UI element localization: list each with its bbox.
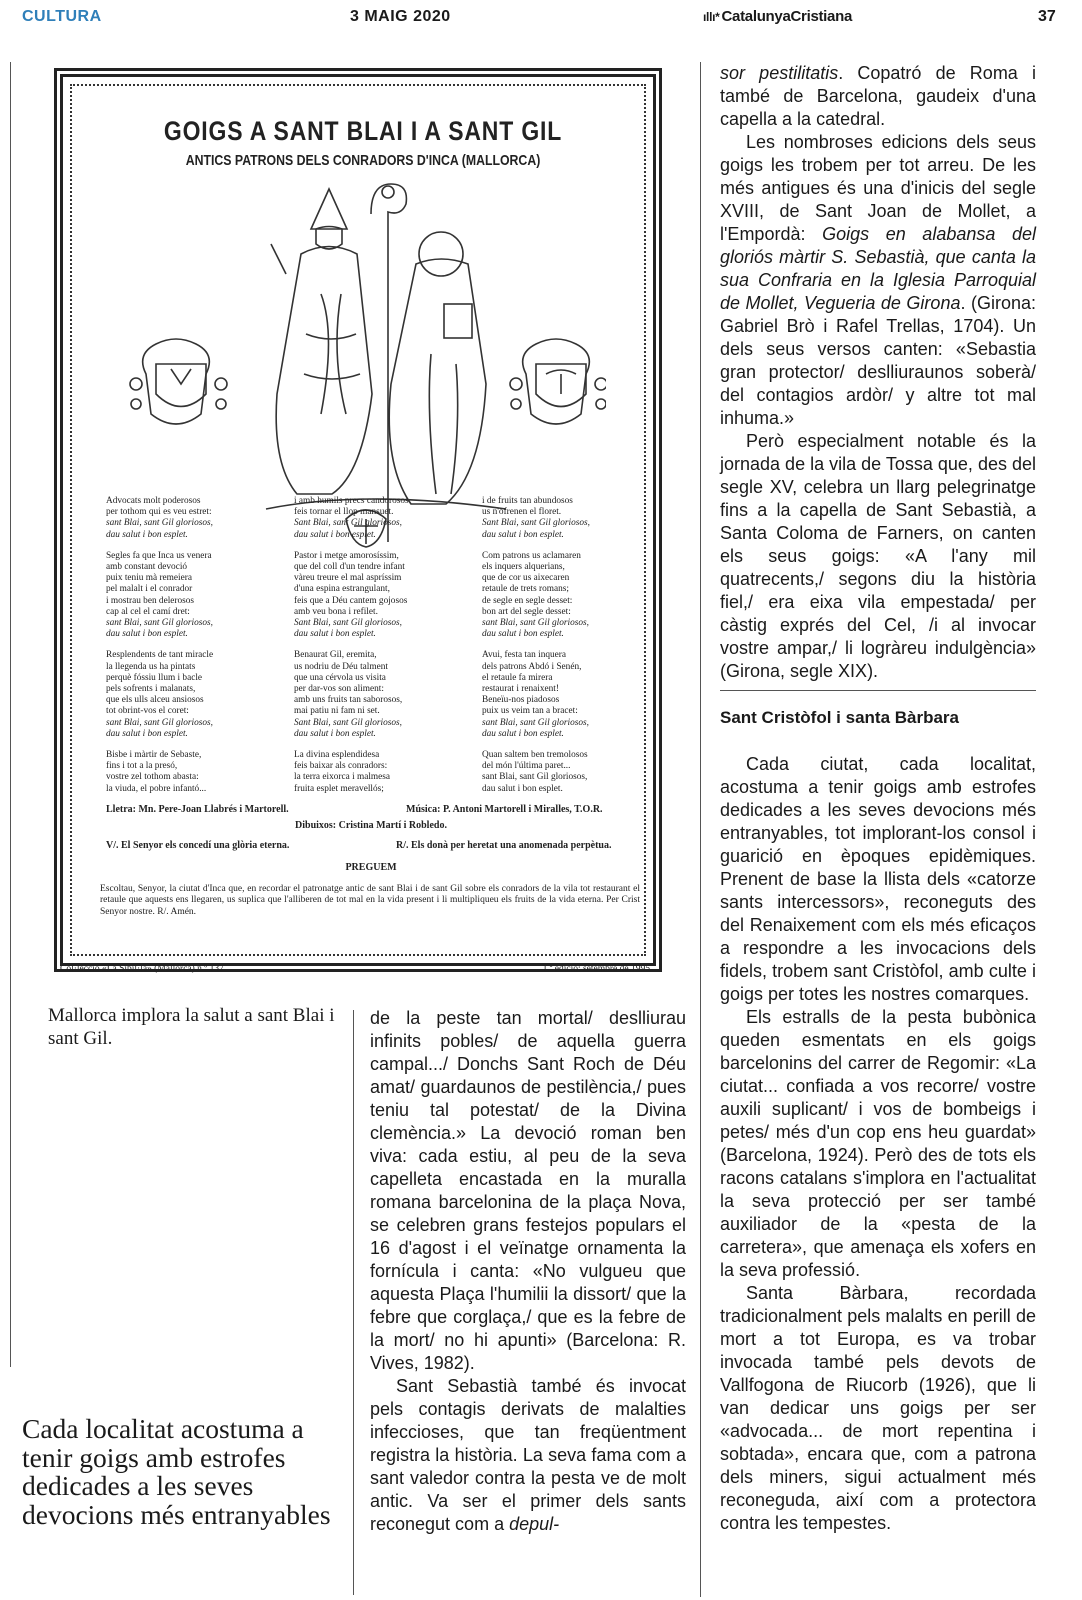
goigs-stanza <box>294 551 466 641</box>
goigs-refrain-line: sant Blai, sant Gil gloriosos, <box>106 518 213 529</box>
lyrics-credit: Lletra: Mn. Pere-Joan Llabrés i Martorell. <box>106 804 289 815</box>
verse-column-2 <box>294 496 466 805</box>
left-margin-rule <box>10 62 11 1367</box>
goigs-verse-line: La divina esplendidesa <box>294 750 380 761</box>
goigs-refrain-line: sant Blai, sant Gil gloriosos, <box>106 618 213 629</box>
goigs-refrain-line: dau salut i bon esplet. <box>482 529 564 540</box>
goigs-refrain-line: dau salut i bon esplet. <box>106 728 188 739</box>
goigs-verse-line: que del coll d'un tendre infant <box>294 562 405 573</box>
goigs-title: GOIGS A SANT BLAI I A SANT GIL <box>163 116 563 146</box>
goigs-stanza <box>106 496 278 541</box>
right-paragraph-1 <box>720 62 1036 131</box>
goigs-verse-line: que de cor us aixecaren <box>482 573 570 584</box>
drawings-credit: Dibuixos: Cristina Martí i Robledo. <box>295 820 447 831</box>
goigs-verse-line: fruita esplet meravellós; <box>294 783 384 794</box>
goigs-refrain-line: sant Blai, sant Gil gloriosos, <box>106 717 213 728</box>
section-subheading: Sant Cristòfol i santa Bàrbara <box>720 708 960 727</box>
saint-blai-figure-icon <box>271 189 372 494</box>
brand-logo-icon: ıllı* <box>703 10 720 24</box>
right-paragraph-2-end: . (Girona: Gabriel Brò i Rafel Trellas, 1704). Un dels seus versos canten: «Sebastia gran protector/ deslliuraunos soberà/ del contagios ardòr/ y altre tot mal inhuma.» <box>720 293 1036 428</box>
crozier-icon <box>371 184 406 542</box>
column-rule-middle <box>353 1010 354 1595</box>
saint-gil-figure-icon <box>389 232 486 504</box>
publication-brand[interactable] <box>703 8 852 25</box>
goigs-refrain-line: dau salut i bon esplet. <box>294 629 376 640</box>
goigs-verse-line: retaule de trets romans; <box>482 584 569 595</box>
goigs-verse-line: per tothom qui es veu estret: <box>106 507 212 518</box>
goigs-refrain-line: dau salut i bon esplet. <box>294 529 376 540</box>
goigs-verse-line: Avui, festa tan inquera <box>482 650 566 661</box>
goigs-verse-line: la viuda, el pobre infantó... <box>106 783 207 794</box>
right-paragraph-2-italic: Goigs en alabansa del gloriós màrtir S. Sebastià, que canta la sua Confraria en la Iglesia Parroquial de Mollet, Vegueria de Girona <box>720 224 1036 313</box>
pull-quote: Cada localitat acostuma a tenir goigs amb estrofes dedicades a les seves devocions més entranyables <box>22 1413 331 1530</box>
prayer-heading: PREGUEM <box>345 862 397 873</box>
middle-text-column <box>370 1007 686 1536</box>
page-header <box>0 0 1082 34</box>
middle-paragraph-1: de la peste tan mortal/ deslliurau infinits pobles/ de aquella guerra campal.../ Donchs Sant Roch de Déu amat/ guardaunos de pestilència,/ pues teniu tal potestat/ de la Divina clemència.» La devoció roman ben viva: cada estiu, al peu de la seva capelleta encastada en la muralla romana barcelonina de la plaça Nova, se celebren grans festejos populars el 16 d'agost i el veïnatge ornamenta la fornícula i canta: «No vulgueu que aquesta Plaça l'humilii la dissort/ que la febre que corglaça,/ que es la febre de la mort/ no hi apunti» (Barcelona: R. Vives, 1982). <box>370 1008 686 1373</box>
goigs-stanza <box>482 496 654 541</box>
goigs-stanza <box>106 650 278 740</box>
goigs-refrain-line: dau salut i bon esplet. <box>482 629 564 640</box>
goigs-verse-line: d'una espina estrangulant, <box>294 584 390 595</box>
goigs-refrain-line: Sant Blai, sant Gil gloriosos, <box>482 518 590 529</box>
goigs-refrain-line: sant Blai, sant Gil gloriosos, <box>482 717 589 728</box>
goigs-subtitle: ANTICS PATRONS DELS CONRADORS D'INCA (MALLORCA) <box>185 152 541 169</box>
goigs-stanza <box>482 650 654 740</box>
goigs-footer <box>60 964 660 974</box>
goigs-verse-line: perquè fóssiu llum i bacle <box>106 672 203 683</box>
right-paragraph-2 <box>720 131 1036 430</box>
goigs-verse-line: amb veu bona i refilet. <box>294 606 378 617</box>
music-credit: Música: P. Antoni Martorell i Miralles, T.O.R. <box>406 804 603 815</box>
middle-paragraph-2-text: Sant Sebastià també és invocat pels contagis derivats de malalties infeccioses, que tan freqüentment registra la història. La seva fama com a sant valedor contra la pesta ve de molt antic. Va ser el primer dels sants reconegut com a <box>370 1376 686 1534</box>
column-rule-right <box>700 62 701 1597</box>
goigs-verse-line: feis tornar el llop mansuet. <box>294 507 394 518</box>
right-text-column-top <box>720 62 1036 683</box>
goigs-refrain-line: dau salut i bon esplet. <box>482 728 564 739</box>
goigs-verse-line: feis que a Déu cantem gojosos <box>294 595 408 606</box>
right-text-column-bottom <box>720 753 1036 1535</box>
edition-note: 1.ª edició: setembre de 1995 <box>542 964 650 974</box>
right-paragraph-4: Cada ciutat, cada localitat, acostuma a tenir goigs amb estrofes dedicades a les seves devocions més entranyables, tot implorant-los consol i guarició en èpoques epidèmiques. Prenent de base la llista dels «catorze sants intercessors», reconeguts des del Renaixement com els més eficaços a respondre a les invocacions dels fidels, trobem sant Cristòfol, amb culte i goigs per totes les nostres comarques. <box>720 754 1036 1004</box>
goigs-verse-line: que els ulls alceu ansiosos <box>106 695 204 706</box>
goigs-stanza <box>294 750 466 795</box>
goigs-verse-line: amb uns fruits tan saborosos, <box>294 695 403 706</box>
goigs-stanza <box>106 551 278 641</box>
goigs-verse-line: vàreu treure el mal aspríssim <box>294 573 402 584</box>
goigs-verse-line: Resplendents de tant miracle <box>106 650 214 661</box>
goigs-refrain-line: dau salut i bon esplet. <box>106 629 188 640</box>
collection-note: Col·lecció «La Sibil·la» (Mallorca) n.º 137 <box>60 964 224 974</box>
verse-column-3 <box>482 496 654 805</box>
goigs-verse-line: i mostrau ben delerosos <box>106 595 195 606</box>
goigs-verse-line: sant Blai, sant Gil gloriosos, <box>482 772 588 783</box>
goigs-verse-line: dau salut i bon esplet. <box>482 783 563 794</box>
goigs-verse-line: tot obrint-vos el coret: <box>106 706 189 717</box>
brand-name: CatalunyaCristiana <box>721 8 852 25</box>
goigs-verse-line: i de fruits tan abundosos <box>482 496 573 506</box>
goigs-verse-line: vostre zel tothom abasta: <box>106 772 199 783</box>
issue-date: 3 MAIG 2020 <box>350 8 451 25</box>
middle-paragraph-2 <box>370 1375 686 1536</box>
versicle: V/. El Senyor els concedí una glòria eterna. <box>106 840 290 851</box>
goigs-verse-line: la llegenda us ha pintats <box>106 661 196 672</box>
goigs-verse-line: Benaurat Gil, eremita, <box>294 650 377 661</box>
goigs-verse-line: Advocats molt poderosos <box>106 496 201 506</box>
image-caption: Mallorca implora la salut a sant Blai i sant Gil. <box>48 1005 335 1049</box>
goigs-verse-line: us nodriu de Déu talment <box>294 661 388 672</box>
goigs-refrain-line: Sant Blai, sant Gil gloriosos, <box>294 717 402 728</box>
goigs-stanza <box>482 750 654 795</box>
right-paragraph-1-italic: sor pestilitatis <box>720 63 839 83</box>
goigs-prayer: Escoltau, Senyor, la ciutat d'Inca que, en recordar el patronatge antic de sant Blai i de sant Gil sobre els conradors de la vila tot restaurant el retaule que aquests ens llegaren, us suplica que l'alliberen de tot mal en la vida present i li multipliqueu els fruits de la vida eterna. Per Crist Senyor nostre. R/. Amén. <box>100 884 640 917</box>
goigs-verse-line: pels sofrents i malanats, <box>106 684 196 695</box>
goigs-verse-line: us n'ofrenen el floret. <box>482 507 562 518</box>
goigs-verse-line: Beneïu-nos piadosos <box>482 695 560 706</box>
right-paragraph-6: Santa Bàrbara, recordada tradicionalment pels malalts en perill de mort a tot Europa, es va trobar invocada també pels devots de Vallfogona de Riucorb (1926), que li van dedicar uns goigs per ser «advocada... de mort repentina i sobtada», encara que, com a patrona dels miners, sigui actualment més reconeguda, així com a protectora contra les tempestes. <box>720 1283 1036 1533</box>
goigs-verse-line: amb constant devoció <box>106 562 188 573</box>
goigs-verse-line: pel malalt i el conrador <box>106 584 193 595</box>
right-paragraph-2-start: Les nombroses edicions dels seus goigs les trobem per tot arreu. De les més antigues és una d'inicis del segle XVIII, de Sant Joan de Mollet, a l'Empordà: <box>720 132 1036 244</box>
goigs-verse-line: cap al cel el camí dret: <box>106 606 190 617</box>
goigs-verse-line: mai patiu ni fam ni set. <box>294 706 380 717</box>
goigs-stanza <box>294 650 466 740</box>
section-divider <box>720 690 1036 691</box>
goigs-verse-line: els inquers alquerians, <box>482 562 565 573</box>
middle-paragraph-2-italic: depul- <box>509 1514 560 1534</box>
goigs-refrain-line: Sant Blai, sant Gil gloriosos, <box>294 618 402 629</box>
goigs-verse-line: Com patrons us aclamaren <box>482 550 581 561</box>
goigs-verse-line: del món l'última paret... <box>482 761 571 772</box>
goigs-verse-line: la terra eixorca i malmesa <box>294 772 391 783</box>
goigs-verse-line: de segle en segle desset: <box>482 595 573 606</box>
goigs-verse-line: bon art del segle desset: <box>482 606 571 617</box>
verse-column-1 <box>106 496 278 805</box>
goigs-verse-line: puix us veim tan a bracet: <box>482 706 578 717</box>
goigs-verse-line: Bisbe i màrtir de Sebaste, <box>106 750 202 761</box>
left-coat-of-arms-icon <box>130 339 227 424</box>
goigs-verse-line: restaurat i renaixent! <box>482 684 559 695</box>
goigs-refrain-line: dau salut i bon esplet. <box>106 529 188 540</box>
goigs-verse-line: Segles fa que Inca us venera <box>106 550 212 561</box>
goigs-verse-line: dels patrons Abdó i Senén, <box>482 661 582 672</box>
goigs-verse-line: Quan saltem ben tremolosos <box>482 750 588 761</box>
goigs-print-image <box>48 64 678 1000</box>
goigs-verse-line: puix teniu mà remeiera <box>106 573 192 584</box>
goigs-verse-line: fins i tot a la presó, <box>106 761 178 772</box>
goigs-stanza <box>482 551 654 641</box>
goigs-stanza <box>294 496 466 541</box>
right-paragraph-3: Però especialment notable és la jornada de la vila de Tossa que, des del segle XV, celebra un llarg pelegrinatge fins a la capella de Sant Sebastià, a Santa Coloma de Farners, on canten els seus goigs: «A l'any mil quatrecents,/ segons diu la història fiel,/ era eixa vila empestada/ per càstig exprés del Cel, /i al invocar vostre ampar,/ li logràreu indulgència» (Girona, segle XIX). <box>720 431 1036 681</box>
response: R/. Els donà per heretat una anomenada perpètua. <box>396 840 612 851</box>
goigs-verse-line: feis baixar als conradors: <box>294 761 388 772</box>
goigs-verse-line: Pastor i metge amorosíssim, <box>294 550 399 561</box>
page-number: 37 <box>1038 8 1056 25</box>
goigs-verse-line: per dar-vos son aliment: <box>294 684 384 695</box>
right-paragraph-1-text: . Copatró de Roma i també de Barcelona, gaudeix d'una capella a la catedral. <box>720 63 1036 129</box>
goigs-refrain-line: dau salut i bon esplet. <box>294 728 376 739</box>
right-coat-of-arms-icon <box>510 339 606 424</box>
goigs-refrain-line: Sant Blai, sant Gil gloriosos, <box>294 518 402 529</box>
section-label[interactable]: CULTURA <box>22 8 102 25</box>
goigs-verse-line: que una cérvola us visita <box>294 672 386 683</box>
right-paragraph-5: Els estralls de la pesta bubònica queden esmentats en els goigs barcelonins del carrer de Regomir: «La ciutat... confiada a vos recorre/ vostre auxili suplicant/ i vos de bombeigs i petes/ més d'un cop ens heu guardat» (Barcelona, 1924). Però des de tots els racons catalans s'implora en l'actualitat la seva protecció per ser també auxiliador de la «pesta de la carretera», que amenaça els xofers en la seva professió. <box>720 1007 1036 1280</box>
goigs-verses <box>106 496 626 796</box>
goigs-verse-line: el retaule fa mirera <box>482 672 553 683</box>
goigs-stanza <box>106 750 278 795</box>
goigs-refrain-line: sant Blai, sant Gil gloriosos, <box>482 618 589 629</box>
goigs-verse-line: i amb humils precs candorosos <box>294 496 409 506</box>
